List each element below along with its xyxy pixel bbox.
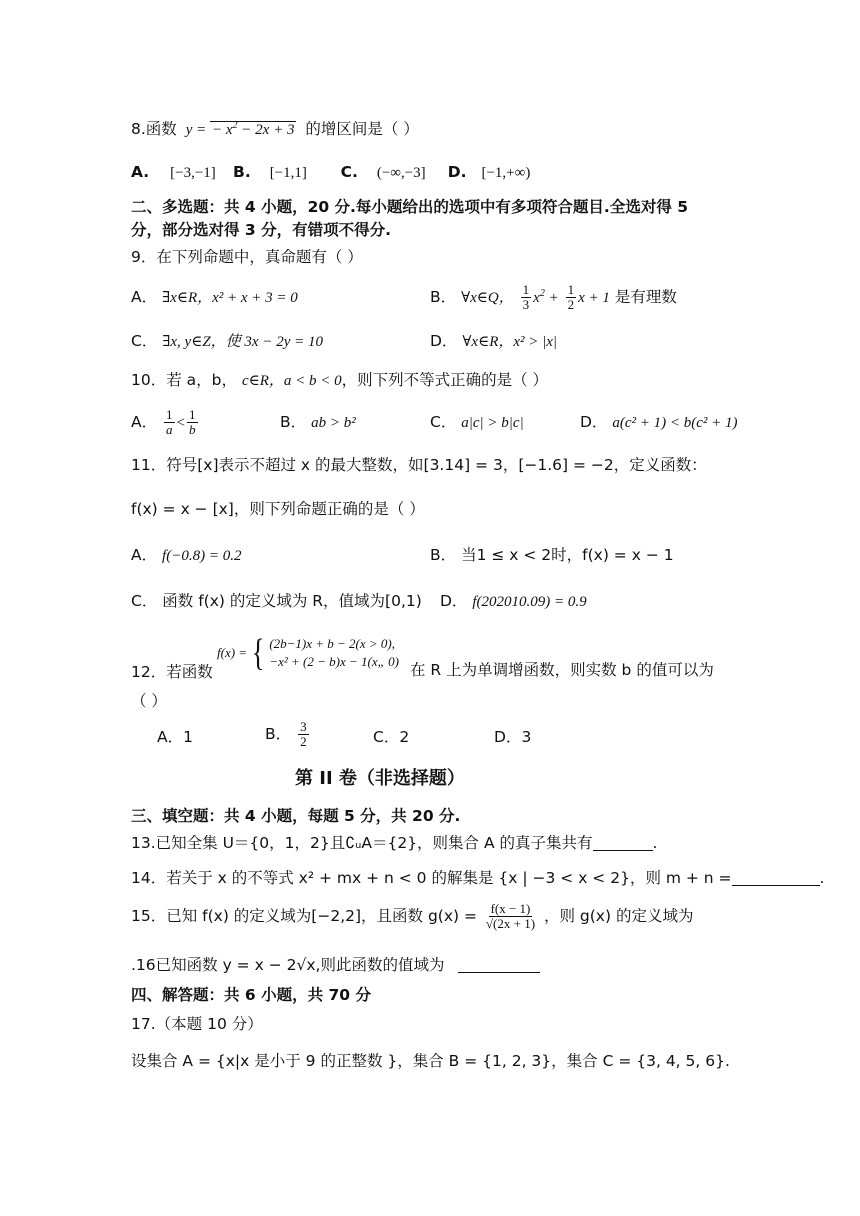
q9-option-b-pre: ∀x∈Q， (461, 290, 514, 306)
q15-num: f(x − 1) (490, 901, 531, 916)
q11-option-d-text: f(202010.09) = 0.9 (472, 594, 587, 610)
q15-fraction (484, 902, 537, 931)
q15-pre: 15．已知 f(x) 的定义域为[−2,2]，且函数 g(x) = (131, 907, 477, 925)
q10-stem-post: ，则下列不等式正确的是（ ） (341, 371, 549, 389)
q12-piecewise: f(x) = { (2b−1)x + b − 2(x > 0), −x² + (2 − b)x − 1(x„ 0) (217, 632, 399, 674)
q11-option-b-label: B． (430, 546, 457, 564)
q9-option-a (131, 285, 298, 310)
q12-option-b-num: 3 (300, 719, 307, 734)
q12-option-c-value: 2 (399, 728, 410, 746)
q15 (131, 902, 693, 931)
q9-frac-1-3: $\frac{1}{3}$ (522, 282, 530, 312)
q10-option-c-text: a|c| > b|c| (461, 415, 524, 431)
q12-option-d (494, 725, 531, 749)
q10-option-b-label: B． (280, 413, 307, 431)
q12-case-2: −x² + (2 − b)x − 1(x„ 0) (269, 654, 399, 669)
q10-option-d-text: a(c² + 1) < b(c² + 1) (612, 415, 738, 431)
q9-option-b: B． ∀x∈Q， $\frac{1}{3}$ $x^2$ + $\frac{1}{2}$ x + 1 是有理数 (430, 282, 677, 312)
q14 (131, 866, 824, 890)
q12-case-1: (2b−1)x + b − 2(x > 0), (269, 636, 396, 651)
q9-stem: 9．在下列命题中，真命题有（ ） (131, 248, 363, 266)
q12-option-a-value: 1 (183, 728, 193, 746)
q14-answer-blank (732, 885, 820, 886)
q8-option-b-label: B. (233, 163, 251, 181)
q10-frac-1-a: $\frac{1}{a}$ (166, 407, 173, 437)
q9-option-c-label: C． (131, 332, 158, 350)
q12-option-b-den: 2 (300, 734, 307, 749)
q9-option-b-tail: 是有理数 (614, 288, 677, 306)
q11-option-a-text: f(−0.8) = 0.2 (162, 548, 242, 564)
q8-option-d-value: [−1,+∞) (481, 165, 531, 181)
q8-line (131, 114, 419, 142)
q12-option-d-label: D． (494, 728, 522, 746)
q8-option-d-label: D. (447, 163, 467, 181)
q12-option-b (265, 720, 311, 749)
q12-option-b-fraction (298, 720, 309, 749)
q12-option-c (373, 725, 409, 749)
q10-stem-pre: 10．若 a，b， (131, 371, 237, 389)
q9-option-c-text: ∃x, y∈Z，使 3x − 2y = 10 (162, 334, 323, 350)
q12-option-a (157, 725, 193, 749)
q8-option-c-label: C. (340, 163, 358, 181)
q10-frac-1-b: $\frac{1}{b}$ (189, 407, 196, 437)
q10-option-c (430, 410, 524, 435)
q8-suffix: 的增区间是（ ） (305, 120, 419, 138)
q8-stem: 8.函数 (131, 120, 177, 138)
q10-options: A． $\frac{1}{a}$ < $\frac{1}{b}$ (131, 407, 196, 437)
q10-stem (131, 368, 548, 393)
q8-formula: y = − $x^2 - 2x + 3$ (185, 120, 295, 138)
q11-option-d (440, 589, 587, 614)
q11-option-a (131, 543, 241, 568)
q11-option-d-label: D． (440, 592, 468, 610)
part2-title: 第 II 卷（非选择题） (295, 768, 465, 789)
q10-option-d-label: D． (580, 413, 608, 431)
q13-text: 13.已知全集 U＝{0，1，2}且∁ᵤA＝{2}，则集合 A 的真子集共有 (131, 834, 593, 852)
q11-stem-line2: f(x) = x − [x]，则下列命题正确的是（ ） (131, 500, 425, 518)
q12-stem-pre: 12．若函数 (131, 663, 213, 681)
q12-stem-post: 在 R 上为单调增函数，则实数 b 的值可以为 (410, 661, 714, 679)
section2-heading-line2: 分，部分选对得 3 分，有错项不得分. (131, 221, 391, 239)
q16-answer-blank (458, 972, 540, 973)
q11-option-b-text: 当1 ≤ x < 2时，f(x) = x − 1 (461, 546, 674, 564)
section3-heading: 三、填空题：共 4 小题，每题 5 分，共 20 分. (131, 807, 461, 825)
q14-end: . (819, 869, 825, 887)
q10-option-a-label: A． (131, 413, 158, 431)
q12-option-c-label: C． (373, 728, 400, 746)
q16-text: .16已知函数 y = x − 2√x,则此函数的值域为 (131, 956, 445, 974)
q14-text: 14．若关于 x 的不等式 x² + mx + n < 0 的解集是 {x | −3 < x < 2}，则 m + n = (131, 869, 732, 887)
q12-fx: f(x) = (217, 645, 248, 660)
q8-option-b-value: [−1,1] (269, 165, 307, 181)
q12-option-d-value: 3 (521, 728, 532, 746)
q8-option-a-label: A. (131, 163, 150, 181)
q13: 13.已知全集 U＝{0，1，2}且∁ᵤA＝{2}，则集合 A 的真子集共有 . (131, 834, 658, 852)
q17-title: 17.（本题 10 分） (131, 1015, 263, 1033)
q17-body: 设集合 A = {x|x 是小于 9 的正整数 }，集合 B = {1, 2, 3}，集合 C = {3, 4, 5, 6}. (131, 1052, 730, 1070)
q11-stem-line1: 11．符号[x]表示不超过 x 的最大整数，如[3.14] = 3，[−1.6] = −2，定义函数： (131, 456, 707, 474)
q15-post: ，则 g(x) 的定义域为 (543, 907, 694, 925)
q11-option-c-text: 函数 f(x) 的定义域为 R，值域为[0,1) (162, 592, 422, 610)
q10-option-b-text: ab > b² (311, 415, 356, 431)
q10-option-b (280, 410, 356, 435)
q15-den: √(2x + 1) (485, 916, 536, 931)
q9-frac-1-2: $\frac{1}{2}$ (567, 282, 575, 312)
q12-option-b-label: B． (265, 725, 292, 743)
q9-option-d (430, 329, 557, 354)
q16 (131, 953, 540, 977)
q9-option-c (131, 329, 323, 354)
q8-option-c-value: (−∞,−3] (376, 165, 426, 181)
q11-option-a-label: A． (131, 546, 158, 564)
q9-option-d-label: D． (430, 332, 458, 350)
q11-option-c-label: C． (131, 592, 158, 610)
q8-option-a-value: [−3,−1] (170, 165, 216, 181)
q8-options (131, 160, 530, 185)
q11-option-b (430, 543, 674, 567)
section2-heading-line1: 二、多选题：共 4 小题，20 分.每小题给出的选项中有多项符合题目.全选对得 5 (131, 198, 689, 216)
q12-option-a-label: A． (157, 728, 184, 746)
q9-option-d-text: ∀x∈R，x² > |x| (462, 334, 558, 350)
q10-stem-mid: c∈R，a < b < 0 (241, 373, 342, 389)
q9-option-a-label: A． (131, 288, 158, 306)
q10-option-c-label: C． (430, 413, 457, 431)
section4-heading: 四、解答题：共 6 小题，共 70 分 (131, 986, 371, 1004)
q9-option-a-text: ∃x∈R，x² + x + 3 = 0 (162, 290, 298, 306)
q13-answer-blank (593, 850, 653, 851)
q12-paren: （ ） (131, 692, 167, 710)
q10-option-d (580, 410, 738, 435)
q11-option-c (131, 589, 422, 613)
q9-option-b-label: B． (430, 288, 457, 306)
